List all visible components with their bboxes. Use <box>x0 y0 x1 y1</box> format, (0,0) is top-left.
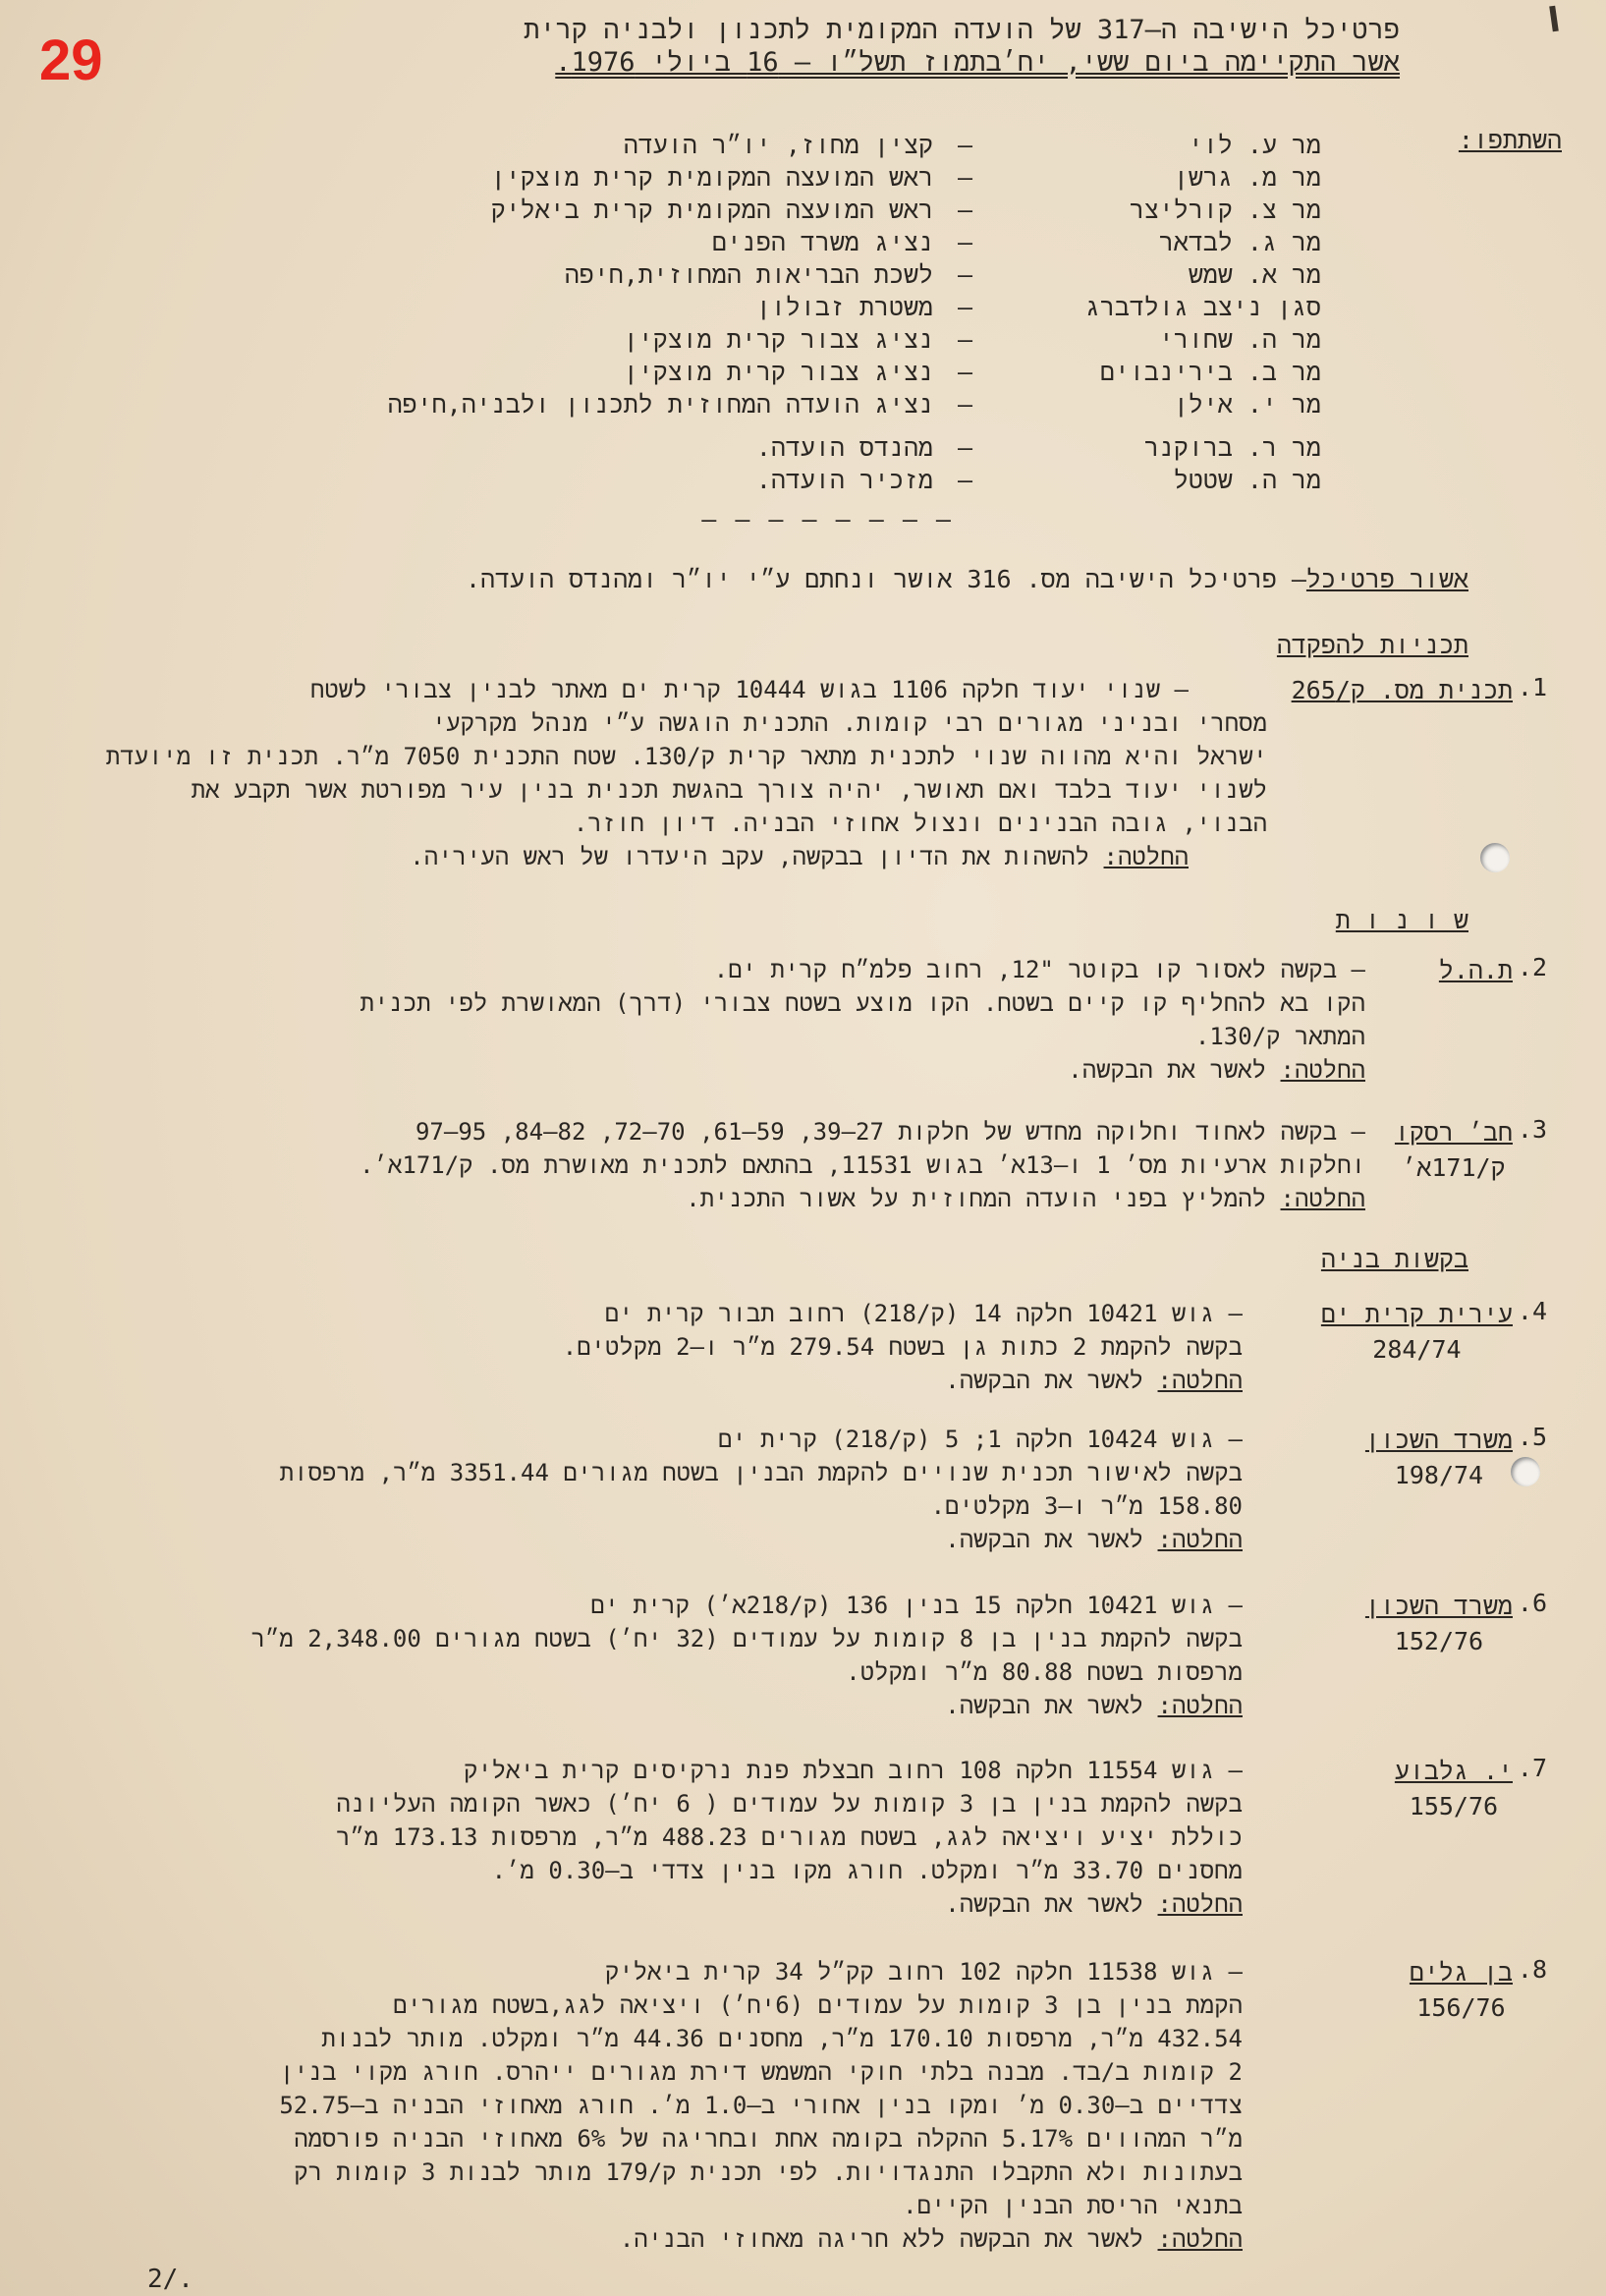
item-resolution <box>106 840 1189 873</box>
punch-hole <box>1511 1457 1540 1486</box>
item-text-line: מרפסות בשטח 80.88 מ״ר ומקלט. <box>846 1658 1243 1686</box>
item-text-line: 432.54 מ״ר, מרפסות 170.10 מ״ר, מחסנים 44.36 מ״ר ומקלט. מותר לבנות <box>321 2025 1243 2052</box>
item-body <box>360 1115 1365 1215</box>
item-text-line: 2 קומות ב/בד. מבנה בלתי חוקי המשמש דירת מגורים ייהרס. חורג מקוי בנין <box>279 2058 1243 2086</box>
item-reference-title: משרד השכון <box>1364 1426 1513 1454</box>
resolution-text: לאשר את הבקשה. <box>1068 1056 1267 1084</box>
item-reference-code: 284/74 <box>1372 1335 1462 1364</box>
resolution-text: לאשר את הבקשה ללא חריגה מאחוזי הבניה. <box>619 2225 1144 2253</box>
item-reference-code: 198/74 <box>1394 1461 1484 1489</box>
item-text-line: לשנוי יעוד בלבד ואם תאושר, יהיה צורך בהגשת תכנית בנין עיר מפורטת אשר תקבע את <box>191 776 1267 804</box>
resolution-text: לאשר את הבקשה. <box>945 1692 1144 1719</box>
item-body <box>279 1955 1243 2256</box>
attendee-name: מר י. אילן <box>1173 390 1321 419</box>
item-text-line: מ״ר המהווים 5.17% ההקלה בקומה אחת ובחריגה של 6% מאחוזי הבניה פורסמה <box>294 2125 1243 2153</box>
attendee-row <box>142 358 1321 390</box>
attendee-dash: – <box>957 196 972 224</box>
item-body <box>105 673 1267 873</box>
item-number: 7. <box>1517 1754 1547 1782</box>
item-reference <box>1365 1423 1513 1493</box>
item-text-line: בקשה להקמת 2 כתות גן בשטח 279.54 מ״ר ו–2 מקלטים. <box>562 1333 1243 1361</box>
item-text-line: הקו בא להחליף קו קיים בשטח. הקו מוצע בשטח צבורי (דרך) המאושרת לפי תכנית <box>360 989 1365 1017</box>
item-reference-code: 156/76 <box>1416 1993 1506 2022</box>
item-body <box>563 1297 1243 1397</box>
item-reference-title: בן גלים <box>1409 1958 1513 1987</box>
item-text-line: בעתונות ולא התקבלו התנגדויות. לפי תכנית ק/179 מותר לבנות 3 קומות רק <box>294 2158 1243 2186</box>
item-number: 2. <box>1517 953 1547 981</box>
attendee-dash: – <box>957 433 972 462</box>
item-resolution <box>360 1182 1365 1215</box>
item-text-line: בקשה להקמת בנין בן 3 קומות על עמודים ( 6 יח׳) כאשר הקומה העליונה <box>336 1790 1243 1818</box>
item-text-line: – בקשה לאסור קו בקוטר "12, רחוב פלמ״ח קרית ים. <box>713 956 1365 983</box>
attendee-role: מהנדס הועדה. <box>755 433 933 462</box>
attendee-dash: – <box>957 390 972 419</box>
item-number: 3. <box>1517 1115 1547 1144</box>
resolution-label: החלטה: <box>1157 2225 1243 2253</box>
item-reference-code: ק/171א׳ <box>1402 1153 1506 1182</box>
attendee-name: מר מ. גרשן <box>1173 163 1321 192</box>
page-number: 29 <box>39 28 103 92</box>
item-body <box>251 1589 1243 1722</box>
attendee-row <box>142 196 1321 228</box>
attendee-role: ראש המועצה המקומית קרית מוצקין <box>490 163 933 192</box>
item-body <box>280 1423 1243 1556</box>
attendee-row <box>142 293 1321 325</box>
attendee-dash: – <box>957 260 972 289</box>
resolution-text: להמליץ בפני הועדה המחוזית על אשור התכנית. <box>686 1185 1267 1212</box>
attendee-row <box>142 260 1321 293</box>
item-resolution <box>280 1523 1243 1556</box>
item-text-line: בתנאי הריסת הבנין הקיים. <box>903 2192 1243 2219</box>
attendees-label: השתתפו: <box>1458 126 1562 154</box>
document-header <box>524 14 1400 79</box>
item-reference <box>1292 673 1513 708</box>
attendee-role: נציג משרד הפנים <box>711 228 933 256</box>
attendee-row <box>142 163 1321 196</box>
attendee-dash: – <box>957 466 972 494</box>
item-text-line: – שנוי יעוד חלקה 1106 בגוש 10444 קרית ים מאתר לבנין צבורי לשטח <box>310 676 1189 703</box>
item-text-line: כוללת יציע ויציאה לגג, בשטח מגורים 488.23 מ״ר, מרפסות 173.13 מ״ר <box>336 1823 1243 1851</box>
item-reference-title: ת.ה.ל <box>1438 956 1513 984</box>
item-reference-title: חב׳ רסקו <box>1394 1118 1513 1147</box>
item-resolution <box>251 1689 1243 1722</box>
attendee-name: מר ר. ברוקנר <box>1143 433 1321 462</box>
item-text-line: בקשה להקמת בנין בן 8 קומות על עמודים (32 יח׳) בשטח מגורים 2,348.00 מ״ר <box>250 1625 1243 1652</box>
item-text-line: – גוש 10421 חלקה 14 (ק/218) רחוב תבור קרית ים <box>604 1300 1243 1327</box>
attendee-row <box>142 390 1321 422</box>
attendee-row <box>142 325 1321 358</box>
section-permits-title: בקשות בניה <box>1320 1245 1468 1273</box>
item-reference-title: עירית קרית ים <box>1320 1300 1513 1328</box>
item-resolution <box>279 2222 1243 2256</box>
section-plans-title: תכניות להפקדה <box>1276 631 1468 659</box>
item-text-line: – בקשה לאחוד וחלוקה מחדש של חלקות 27–39, 59–61, 70–72, 82–84, 95–97 <box>415 1118 1365 1146</box>
attendee-name: סגן ניצב גולדברג <box>1084 293 1321 321</box>
item-reference <box>1439 953 1513 988</box>
header-line-1: פרטיכל הישיבה ה–317 של הועדה המקומית לתכנון ולבניה קרית <box>524 15 1400 45</box>
item-resolution <box>336 1887 1243 1921</box>
attendee-name: מר ג. לבדאר <box>1158 228 1321 256</box>
attendee-role: משטרת זבולון <box>755 293 933 321</box>
attendee-dash: – <box>957 131 972 159</box>
page-footer: 2/. <box>147 2265 194 2294</box>
resolution-label: החלטה: <box>1157 1367 1243 1394</box>
item-resolution <box>563 1364 1243 1397</box>
attendee-dash: – <box>957 228 972 256</box>
punch-hole <box>1480 843 1510 872</box>
item-text-line: הקמת בנין בן 3 קומות על עמודים (6יח׳) ויציאה לגג,בשטח מגורים <box>393 1991 1243 2019</box>
item-reference-code: 152/76 <box>1394 1627 1484 1655</box>
item-text-line: מסחרי ובניני מגורים רבי קומות. התכנית הוגשה ע״י מנהל מקרקעי <box>431 709 1267 737</box>
item-number: 8. <box>1517 1955 1547 1984</box>
attendee-role: קצין מחוז, יו״ר הועדה <box>623 131 933 159</box>
section-misc-title: ש ו נ ו ת <box>1335 906 1468 934</box>
attendee-name: מר ע. לוי <box>1188 131 1321 159</box>
separator-dashes: – – – – – – – – <box>701 505 953 533</box>
item-reference-code: 155/76 <box>1409 1792 1499 1820</box>
item-text-line: ישראל והיא מהווה שנוי לתכנית מתאר קרית ק/130. שטח התכנית 7050 מ״ר. תכנית זו מיועדת <box>105 743 1267 770</box>
attendee-row <box>142 466 1321 498</box>
item-text-line: מחסנים 33.70 מ״ר ומקלט. חורג מקו בנין צדדי ב–0.30 מ׳. <box>491 1857 1243 1884</box>
item-text-line: המתאר ק/130. <box>1194 1023 1365 1050</box>
resolution-label: החלטה: <box>1280 1056 1365 1084</box>
approval-line <box>466 563 1468 595</box>
attendee-dash: – <box>957 293 972 321</box>
attendee-name: מר צ. קורליצר <box>1129 196 1321 224</box>
attendee-dash: – <box>957 163 972 192</box>
item-reference <box>1395 1115 1513 1186</box>
item-reference <box>1365 1589 1513 1659</box>
attendee-name: מר ה. שחורי <box>1158 325 1321 354</box>
resolution-text: לאשר את הבקשה. <box>945 1526 1144 1553</box>
item-reference <box>1321 1297 1513 1368</box>
resolution-label: החלטה: <box>1157 1890 1243 1918</box>
attendee-role: מזכיר הועדה. <box>755 466 933 494</box>
attendee-role: לשכת הבריאות המחוזית,חיפה <box>564 260 933 289</box>
item-number: 1. <box>1517 673 1547 701</box>
resolution-label: החלטה: <box>1157 1526 1243 1553</box>
resolution-text: לאשר את הבקשה. <box>945 1890 1144 1918</box>
item-text-line: – גוש 11538 חלקה 102 רחוב קק״ל 34 קרית ביאליק <box>604 1958 1243 1986</box>
item-number: 4. <box>1517 1297 1547 1325</box>
attendee-dash: – <box>957 358 972 386</box>
resolution-label: החלטה: <box>1103 843 1189 870</box>
attendee-name: מר א. שמש <box>1188 260 1321 289</box>
item-body <box>336 1754 1243 1921</box>
attendee-role: ראש המועצה המקומית קרית ביאליק <box>490 196 933 224</box>
item-resolution <box>360 1053 1365 1087</box>
resolution-label: החלטה: <box>1280 1185 1365 1212</box>
item-text-line: – גוש 10421 חלקה 15 בנין 136 (ק/218א׳) קרית ים <box>590 1592 1243 1619</box>
attendee-row <box>142 131 1321 163</box>
attendee-row <box>142 433 1321 466</box>
attendee-row <box>142 228 1321 260</box>
item-text-line: 158.80 מ״ר ו–3 מקלטים. <box>930 1492 1243 1520</box>
item-text-line: הבנוי, גובה הבנינים ונצול אחוזי הבניה. דיון חוזר. <box>573 810 1267 837</box>
attendee-role: נציג הועדה המחוזית לתכנון ולבניה,חיפה <box>387 390 933 419</box>
resolution-label: החלטה: <box>1157 1692 1243 1719</box>
item-body <box>360 953 1365 1087</box>
corner-mark <box>1549 6 1559 32</box>
resolution-text: לאשר את הבקשה. <box>945 1367 1144 1394</box>
item-reference <box>1410 1955 1513 2026</box>
item-reference <box>1395 1754 1513 1824</box>
item-text-line: צדדיים ב–0.30 מ׳ ומקו בנין אחורי ב–1.0 מ׳. חורג מאחוזי הבניה ב–52.75 <box>279 2092 1243 2119</box>
item-text-line: בקשה לאישור תכנית שנויים להקמת הבנין בשטח מגורים 3351.44 מ״ר, מרפסות <box>279 1459 1243 1486</box>
item-number: 5. <box>1517 1423 1547 1451</box>
item-reference-title: י. גלבוע <box>1394 1757 1513 1785</box>
attendee-role: נציג צבור קרית מוצקין <box>623 325 933 354</box>
item-text-line: – גוש 10424 חלקה 1; 5 (ק/218) קרית ים <box>717 1426 1243 1453</box>
resolution-text: להשהות את הדיון בבקשה, עקב היעדרו של ראש העיריה. <box>410 843 1090 870</box>
approval-title: אשור פרטיכל <box>1305 565 1468 593</box>
item-text-line: – גוש 11554 חלקה 108 רחוב חבצלת פנת נרקיסים קרית ביאליק <box>463 1757 1243 1784</box>
header-line-2: אשר התקיימה ביום ששי, יח׳בתמוז תשל״ו – 16 ביולי 1976. <box>555 47 1400 78</box>
attendee-dash: – <box>957 325 972 354</box>
attendee-name: מר ב. בירינבוים <box>1099 358 1321 386</box>
item-reference-title: משרד השכון <box>1364 1592 1513 1620</box>
item-number: 6. <box>1517 1589 1547 1617</box>
item-reference-title: תכנית מס. ק/265 <box>1291 676 1513 704</box>
attendee-name: מר ה. שטטל <box>1173 466 1321 494</box>
item-text-line: וחלקות ארעיות מס׳ 1 ו–13א׳ בגוש 11531, בהתאם לתכנית מאושרת מס. ק/171א׳. <box>360 1151 1365 1179</box>
approval-text: – פרטיכל הישיבה מס. 316 אושר ונחתם ע״י יו״ר ומהנדס הועדה. <box>465 565 1306 593</box>
attendee-role: נציג צבור קרית מוצקין <box>623 358 933 386</box>
